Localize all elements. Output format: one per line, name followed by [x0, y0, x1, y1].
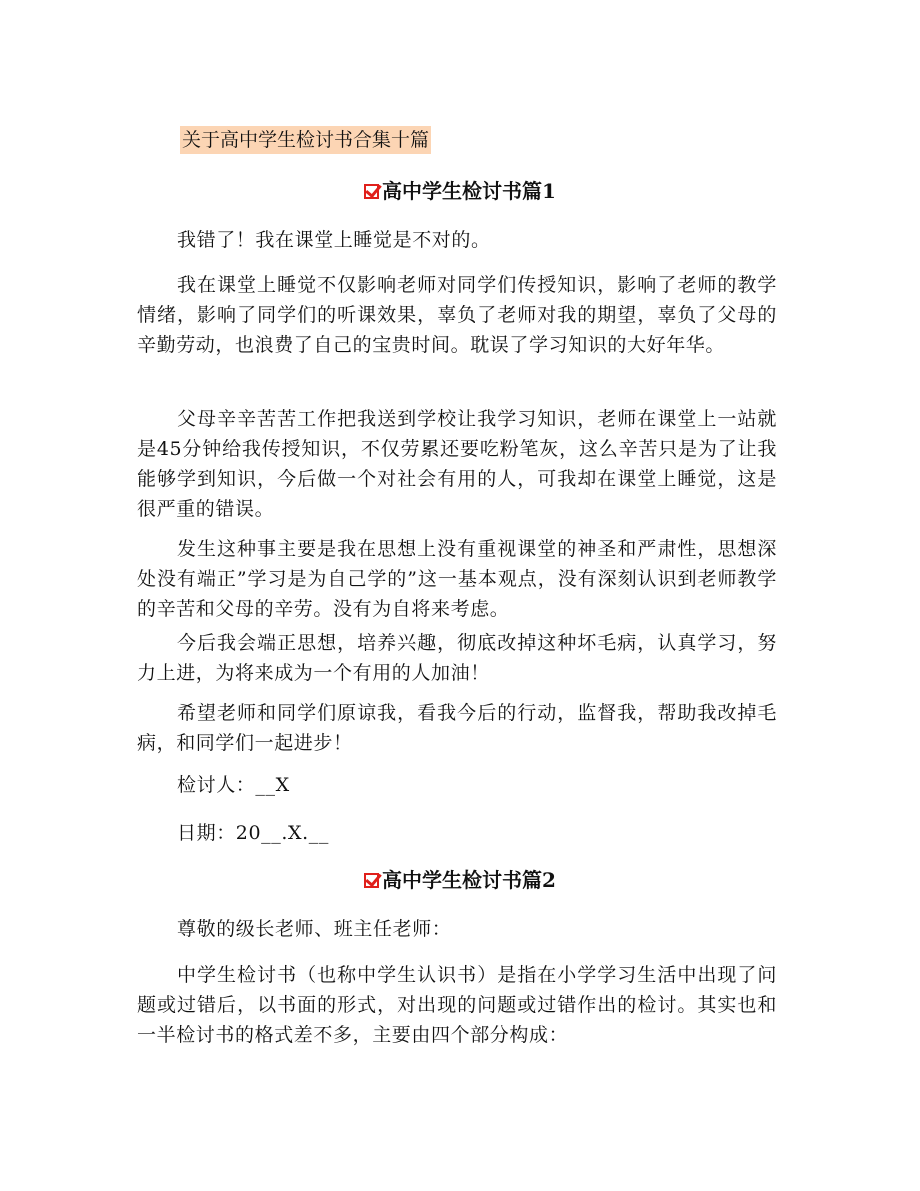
- paragraph: 发生这种事主要是我在思想上没有重视课堂的神圣和严肃性，思想深处没有端正”学习是为自己学的”这一基本观点，没有深刻认识到老师教学的辛苦和父母的辛劳。没有为自将来考虑。: [137, 538, 777, 620]
- section-heading-text: 高中学生检讨书篇2: [382, 868, 556, 892]
- checkbox-checked-icon: [364, 873, 379, 888]
- paragraph: 我在课堂上睡觉不仅影响老师对同学们传授知识，影响了老师的教学情绪，影响了同学们的听课效果，辜负了老师对我的期望，辜负了父母的辛勤劳动，也浪费了自己的宝贵时间。耽误了学习知识的大好年华。: [137, 274, 777, 356]
- document-title: 关于高中学生检讨书合集十篇: [180, 126, 431, 154]
- date-line: 日期：20__.X.__: [177, 822, 329, 844]
- paragraph: 尊敬的级长老师、班主任老师：: [177, 918, 452, 940]
- checkbox-checked-icon: [364, 184, 379, 199]
- section-heading-2: [0, 866, 920, 894]
- paragraph: 今后我会端正思想，培养兴趣，彻底改掉这种坏毛病，认真学习，努力上进，为将来成为一个有用的人加油！: [137, 632, 777, 684]
- paragraph: 我错了！我在课堂上睡觉是不对的。: [177, 229, 491, 251]
- paragraph: 父母辛辛苦苦工作把我送到学校让我学习知识，老师在课堂上一站就是45分钟给我传授知识，不仅劳累还要吃粉笔灰，这么辛苦只是为了让我能够学到知识，今后做一个对社会有用的人，可我却在课堂上睡觉，这是很严重的错误。: [137, 408, 777, 520]
- section-heading-1: [0, 177, 920, 205]
- paragraph: 中学生检讨书（也称中学生认识书）是指在小学学习生活中出现了问题或过错后，以书面的形式，对出现的问题或过错作出的检讨。其实也和一半检讨书的格式差不多，主要由四个部分构成：: [137, 964, 777, 1046]
- section-heading-text: 高中学生检讨书篇1: [382, 179, 556, 203]
- signature-line: 检讨人：__X: [177, 774, 290, 796]
- paragraph: 希望老师和同学们原谅我，看我今后的行动，监督我，帮助我改掉毛病，和同学们一起进步！: [137, 702, 777, 754]
